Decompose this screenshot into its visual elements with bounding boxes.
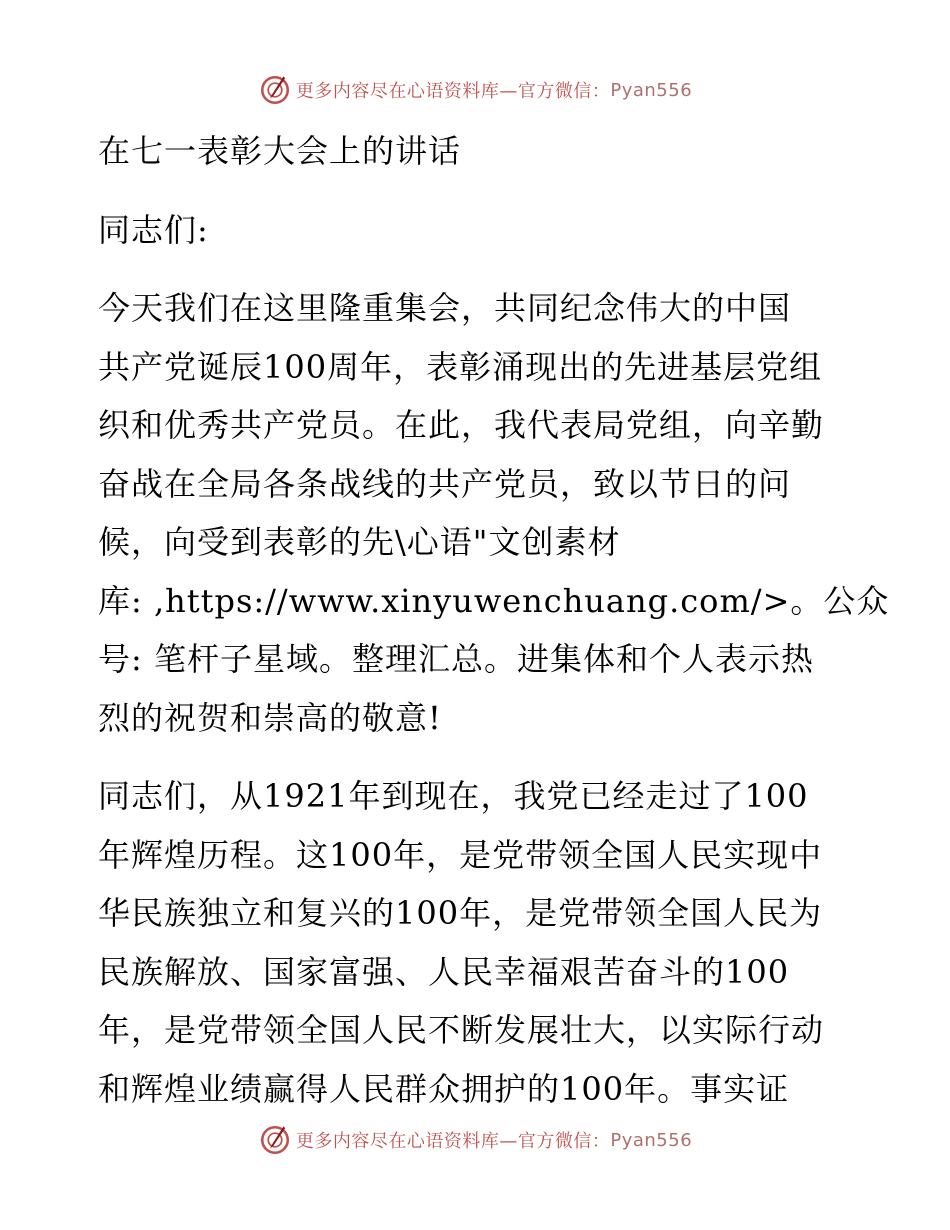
text-line: 同志们，从1921年到现在，我党已经走过了100	[98, 777, 809, 815]
text-line: 和辉煌业绩赢得人民群众拥护的100年。事实证	[98, 1069, 790, 1108]
quill-logo-icon	[258, 1123, 292, 1157]
text-line: 候，向受到表彰的先\心语"文创素材	[98, 523, 621, 561]
text-line: 奋战在全局各条战线的共产党员，致以节日的问	[98, 464, 792, 503]
document-body	[98, 122, 890, 1118]
watermark-text: 更多内容尽在心语资料库—官方微信：	[295, 1131, 611, 1152]
text-line: 织和优秀共产党员。在此，我代表局党组，向辛勤	[98, 406, 825, 444]
paragraph-2	[98, 767, 850, 1118]
text-line: 民族解放、国家富强、人民幸福艰苦奋斗的100	[98, 952, 790, 991]
text-line: 华民族独立和复兴的100年，是党带领全国人民为	[98, 894, 823, 932]
watermark-account: Pyan556	[610, 79, 693, 101]
watermark-account: Pyan556	[610, 1129, 693, 1151]
paragraph-1	[98, 279, 890, 747]
text-line: 年辉煌历程。这100年，是党带领全国人民实现中	[98, 835, 823, 874]
footer-watermark	[0, 1120, 950, 1160]
document-title: 在七一表彰大会上的讲话	[98, 132, 462, 170]
text-line: 库: ,https://www.xinyuwenchuang.com/>。公众	[98, 581, 890, 620]
watermark-text: 更多内容尽在心语资料库—官方微信：	[295, 81, 611, 102]
text-line: 共产党诞辰100周年，表彰涌现出的先进基层党组	[98, 347, 823, 386]
salutation: 同志们:	[98, 210, 209, 249]
text-line: 今天我们在这里隆重集会，共同纪念伟大的中国	[98, 289, 792, 327]
text-line: 年，是党带领全国人民不断发展壮大，以实际行动	[98, 1011, 825, 1049]
header-watermark	[0, 70, 950, 110]
text-line: 烈的祝贺和崇高的敬意!	[98, 698, 442, 737]
text-line: 号: 笔杆子星域。整理汇总。进集体和个人表示热	[98, 640, 814, 678]
quill-logo-icon	[258, 73, 292, 107]
